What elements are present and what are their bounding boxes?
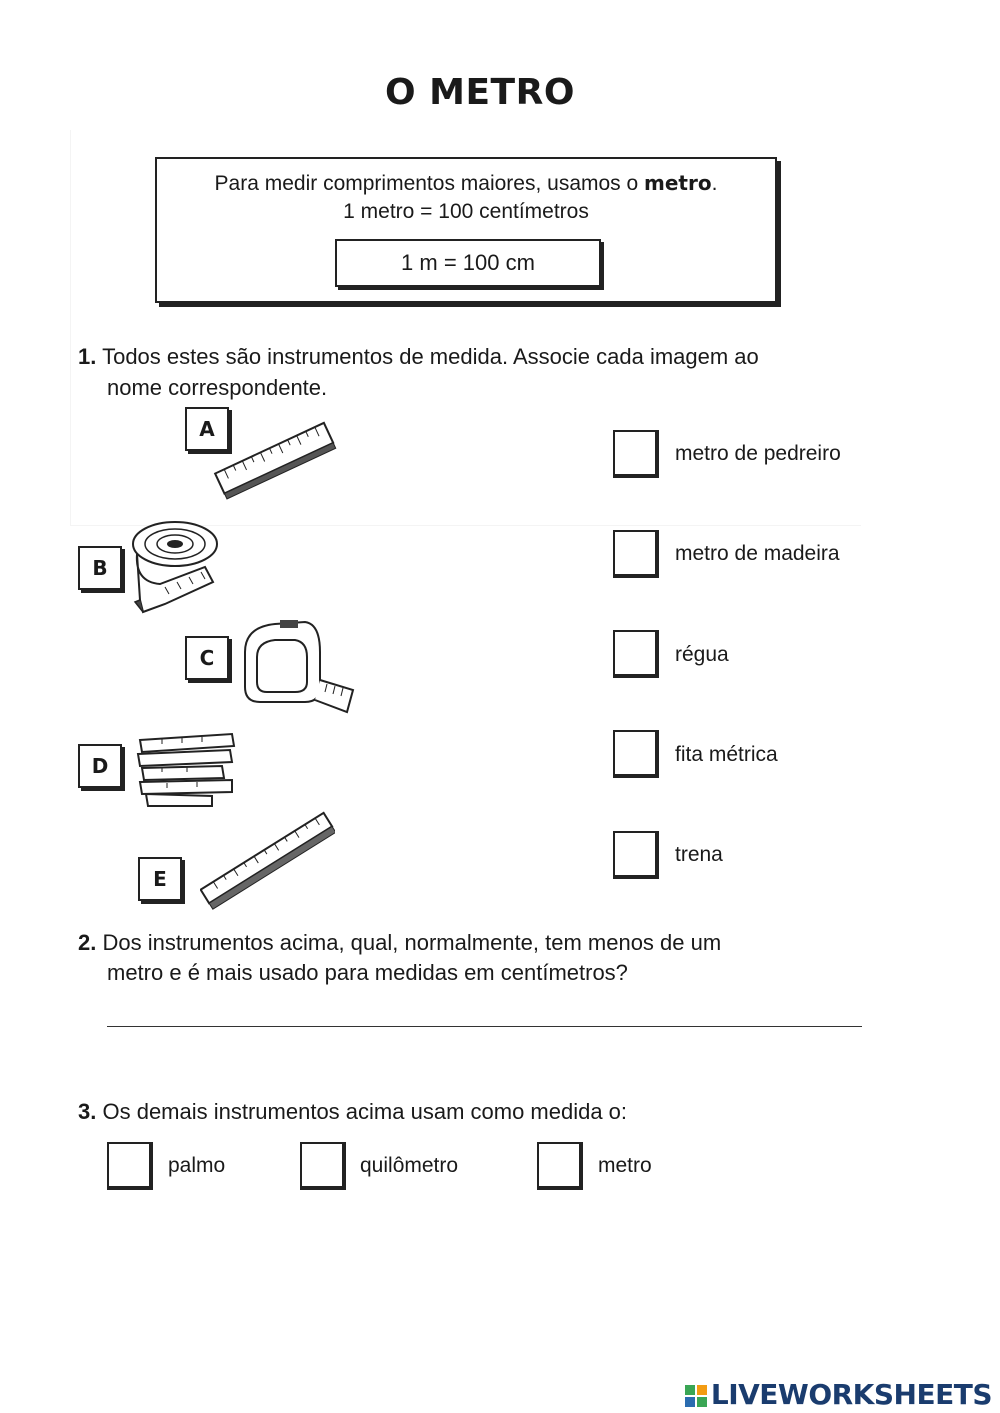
image-label-e: E [138,857,182,901]
option-palmo: palmo [168,1154,226,1177]
answer-box-quilometro[interactable] [300,1142,346,1190]
retractable-tape-icon [235,612,360,722]
answer-box-trena[interactable] [613,831,659,879]
question-number: 2. [78,930,97,955]
option-metro-de-pedreiro: metro de pedreiro [675,442,841,465]
option-fita-metrica: fita métrica [675,743,778,766]
measuring-tape-icon [125,512,225,622]
question-1-line-2: nome correspondente. [107,375,328,400]
liveworksheets-mark-icon [685,1385,707,1407]
image-label-d: D [78,744,122,788]
option-quilometro: quilômetro [360,1154,459,1177]
option-metro: metro [598,1154,652,1177]
folding-ruler-icon [132,730,242,810]
ruler-icon [210,415,340,505]
info-bold-word: metro [644,171,712,195]
question-number: 3. [78,1099,97,1124]
answer-box-metro[interactable] [537,1142,583,1190]
info-line-1: Para medir comprimentos maiores, usamos o metro. [214,171,718,195]
formula-box: 1 m = 100 cm [335,239,601,287]
question-2-line-2: metro e é mais usado para medidas em centímetros? [107,960,628,985]
question-text: Os demais instrumentos acima usam como medida o: [102,1099,628,1124]
answer-box-regua[interactable] [613,630,659,678]
answer-box-fita-metrica[interactable] [613,730,659,778]
page-title: O METRO [385,72,575,113]
question-2 [78,928,721,958]
option-metro-de-madeira: metro de madeira [675,542,840,565]
info-line-2: 1 metro = 100 centímetros [343,200,589,223]
question-text: Todos estes são instrumentos de medida. Associe cada imagem ao [102,344,759,369]
answer-line[interactable] [107,1026,862,1027]
question-3 [78,1097,627,1127]
answer-box-palmo[interactable] [107,1142,153,1190]
question-number: 1. [78,344,97,369]
option-trena: trena [675,843,723,866]
option-regua: régua [675,643,729,666]
wooden-meter-icon [200,808,335,913]
image-label-c: C [185,636,229,680]
answer-box-metro-de-madeira[interactable] [613,530,659,578]
image-label-a: A [185,407,229,451]
question-text: Dos instrumentos acima, qual, normalmente, tem menos de um [102,930,722,955]
liveworksheets-logo: LIVEWORKSHEETS [685,1378,992,1411]
question-1 [78,342,759,372]
answer-box-metro-de-pedreiro[interactable] [613,430,659,478]
image-label-b: B [78,546,122,590]
info-box [155,157,777,303]
